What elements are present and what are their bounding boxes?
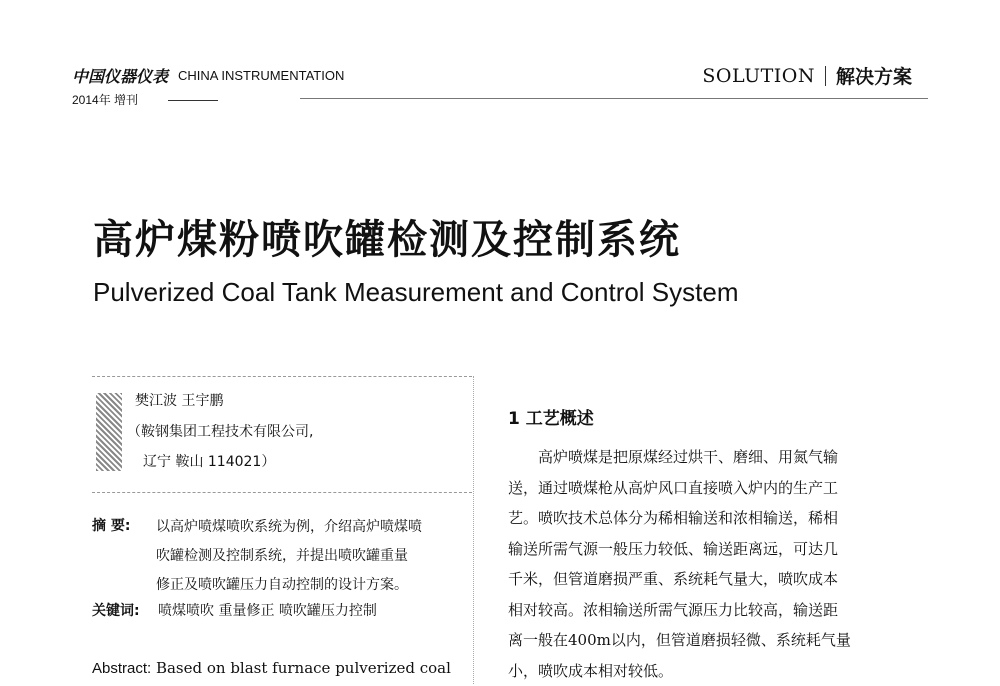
header-rule-short [168, 100, 218, 101]
body-line: 高炉喷煤是把原煤经过烘干、磨细、用氮气输 [508, 442, 900, 473]
body-line: 相对较高。浓相输送所需气源压力比较高，输送距 [508, 595, 900, 626]
body-line: 千米，但管道磨损严重、系统耗气量大，喷吹成本 [508, 564, 900, 595]
section-body [508, 442, 900, 686]
section-label [702, 62, 912, 89]
author-affiliation-line2: 辽宁 鞍山 114021） [143, 451, 275, 471]
body-line: 小，喷吹成本相对较低。 [508, 656, 900, 686]
abstract-en-text: Based on blast furnace pulverized coal [151, 659, 451, 677]
author-box-bottom-border [92, 492, 472, 493]
section-label-cn: 解决方案 [836, 62, 912, 89]
journal-issue: 2014年 增刊 [72, 91, 138, 108]
paper-title-cn: 高炉煤粉喷吹罐检测及控制系统 [93, 208, 681, 265]
abstract-en [92, 659, 451, 677]
abstract-label: 摘 要: [92, 515, 130, 535]
section-label-divider [825, 66, 826, 86]
body-line: 艺。喷吹技术总体分为稀相输送和浓相输送，稀相 [508, 503, 900, 534]
keywords-text: 喷煤喷吹 重量修正 喷吹罐压力控制 [158, 600, 377, 620]
abstract-line: 修正及喷吹罐压力自动控制的设计方案。 [156, 571, 474, 600]
abstract-en-label: Abstract: [92, 660, 151, 677]
journal-name-en: CHINA INSTRUMENTATION [178, 68, 344, 83]
journal-name-cn: 中国仪器仪表 [72, 64, 168, 87]
section-label-en: SOLUTION [702, 65, 815, 87]
author-box-top-border [92, 376, 472, 377]
body-line: 送，通过喷煤枪从高炉风口直接喷入炉内的生产工 [508, 473, 900, 504]
abstract-line: 以高炉喷煤喷吹系统为例，介绍高炉喷煤喷 [156, 513, 474, 542]
section-heading: 1 工艺概述 [508, 404, 594, 429]
abstract-text [156, 513, 474, 600]
header-rule [300, 98, 928, 99]
keywords-label: 关键词: [92, 600, 140, 620]
author-names: 樊江波 王宇鹏 [135, 390, 223, 410]
paper-title-en: Pulverized Coal Tank Measurement and Control System [93, 277, 739, 308]
decorative-hatch-pattern [96, 393, 122, 471]
body-line: 离一般在400m以内，但管道磨损轻微、系统耗气量 [508, 625, 900, 656]
abstract-line: 吹罐检测及控制系统，并提出喷吹罐重量 [156, 542, 474, 571]
author-affiliation-line1: （鞍钢集团工程技术有限公司, [127, 421, 313, 441]
body-line: 输送所需气源一般压力较低、输送距离远，可达几 [508, 534, 900, 565]
